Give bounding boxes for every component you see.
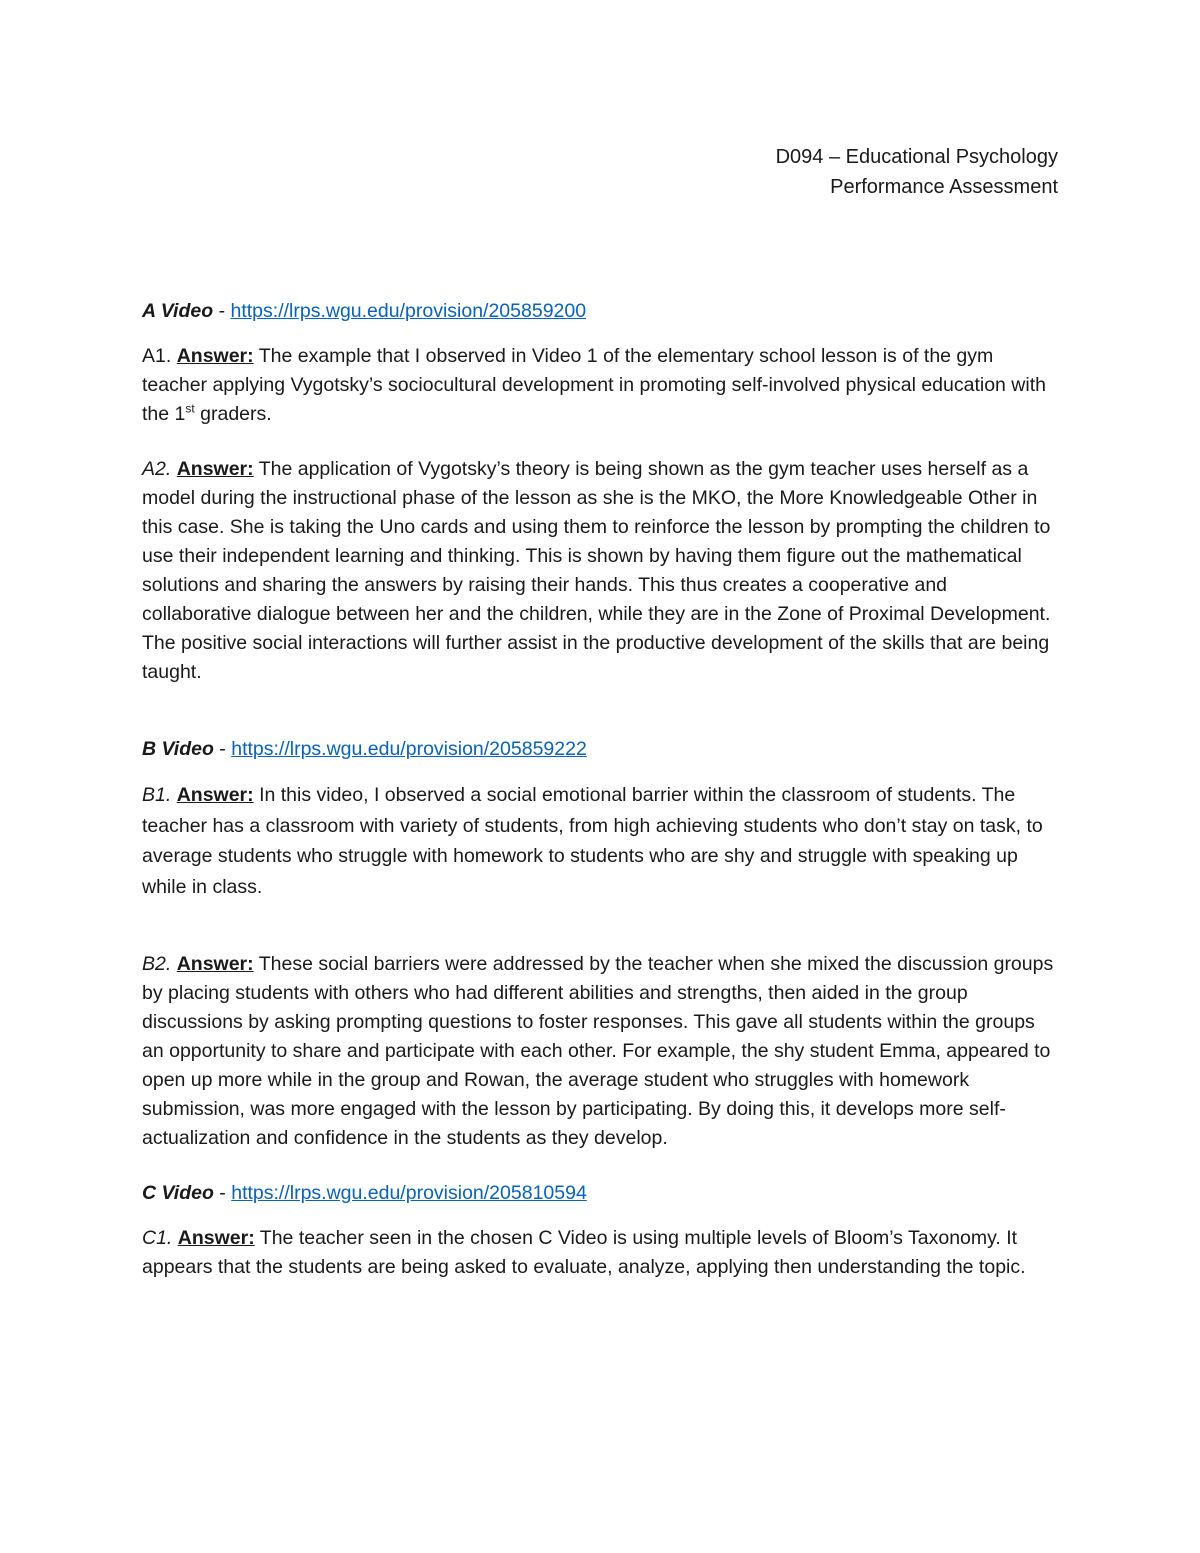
answer-b1-id: B1.	[142, 784, 172, 806]
answer-a1-superscript: st	[185, 401, 195, 416]
answer-b1	[142, 780, 1058, 902]
answer-b2-text: These social barriers were addressed by the teacher when she mixed the discussion groups by placing students with others who had different abilities and strengths, then aided in the group discussions by asking prompting questions to foster responses. This gave all students within the groups an opportunity to share and participate with each other. For example, the shy student Emma, appeared to open up more while in the group and Rowan, the average student who struggles with homework submission, was more engaged with the lesson by participating. By doing this, it develops more self-actualization and confidence in the students as they develop.	[142, 953, 1054, 1149]
answer-a1	[142, 342, 1058, 429]
section-a-link[interactable]: https://lrps.wgu.edu/provision/205859200	[230, 300, 587, 322]
answer-a1-id: A1.	[142, 345, 172, 367]
answer-c1-text: The teacher seen in the chosen C Video is using multiple levels of Bloom’s Taxonomy. It appears that the students are being asked to evaluate, analyze, applying then understanding the topic.	[142, 1227, 1026, 1278]
section-a-heading	[142, 297, 1058, 326]
answer-b2	[142, 950, 1058, 1153]
section-c-heading	[142, 1179, 1058, 1208]
answer-b1-label: Answer:	[176, 784, 254, 806]
section-c-link[interactable]: https://lrps.wgu.edu/provision/205810594	[231, 1182, 587, 1204]
answer-b2-id: B2.	[142, 953, 172, 975]
assessment-title: Performance Assessment	[830, 176, 1058, 198]
section-c-separator: -	[213, 1182, 232, 1204]
section-b-label: B Video	[142, 738, 214, 760]
answer-a1-label: Answer:	[176, 345, 254, 367]
answer-c1	[142, 1224, 1058, 1282]
answer-c1-label: Answer:	[177, 1227, 255, 1249]
answer-c1-id: C1.	[142, 1227, 173, 1249]
document-header	[776, 142, 1058, 202]
answer-a1-text: The example that I observed in Video 1 of the elementary school lesson is of the gym teacher applying Vygotsky’s sociocultural development in promoting self-involved physical education with the 1	[142, 345, 1046, 425]
section-b-heading	[142, 735, 1058, 764]
section-c-label: C Video	[142, 1182, 214, 1204]
section-a-label: A Video	[142, 300, 214, 322]
answer-a1-text-end: graders.	[194, 403, 272, 425]
section-a-separator: -	[213, 300, 231, 322]
course-title: D094 – Educational Psychology	[775, 146, 1058, 168]
answer-a2-text: The application of Vygotsky’s theory is being shown as the gym teacher uses herself as a model during the instructional phase of the lesson as she is the MKO, the More Knowledgeable Other in this case. She is taking the Uno cards and using them to reinforce the lesson by prompting the children to use their independent learning and thinking. This is shown by having them figure out the mathematical solutions and sharing the answers by raising their hands. This thus creates a cooperative and collaborative dialogue between her and the children, while they are in the Zone of Proximal Development. The positive social interactions will further assist in the productive development of the skills that are being taught.	[142, 458, 1051, 683]
section-b-separator: -	[213, 738, 232, 760]
answer-b1-text: In this video, I observed a social emotional barrier within the classroom of students. The teacher has a classroom with variety of students, from high achieving students who don’t stay on task, to average students who struggle with homework to students who are shy and struggle with speaking up while in class.	[142, 784, 1043, 898]
answer-a2	[142, 455, 1058, 687]
answer-b2-label: Answer:	[176, 953, 254, 975]
answer-a2-label: Answer:	[176, 458, 254, 480]
answer-a2-id: A2.	[142, 458, 172, 480]
section-b-link[interactable]: https://lrps.wgu.edu/provision/205859222	[231, 738, 587, 760]
document-body	[142, 297, 1058, 1282]
